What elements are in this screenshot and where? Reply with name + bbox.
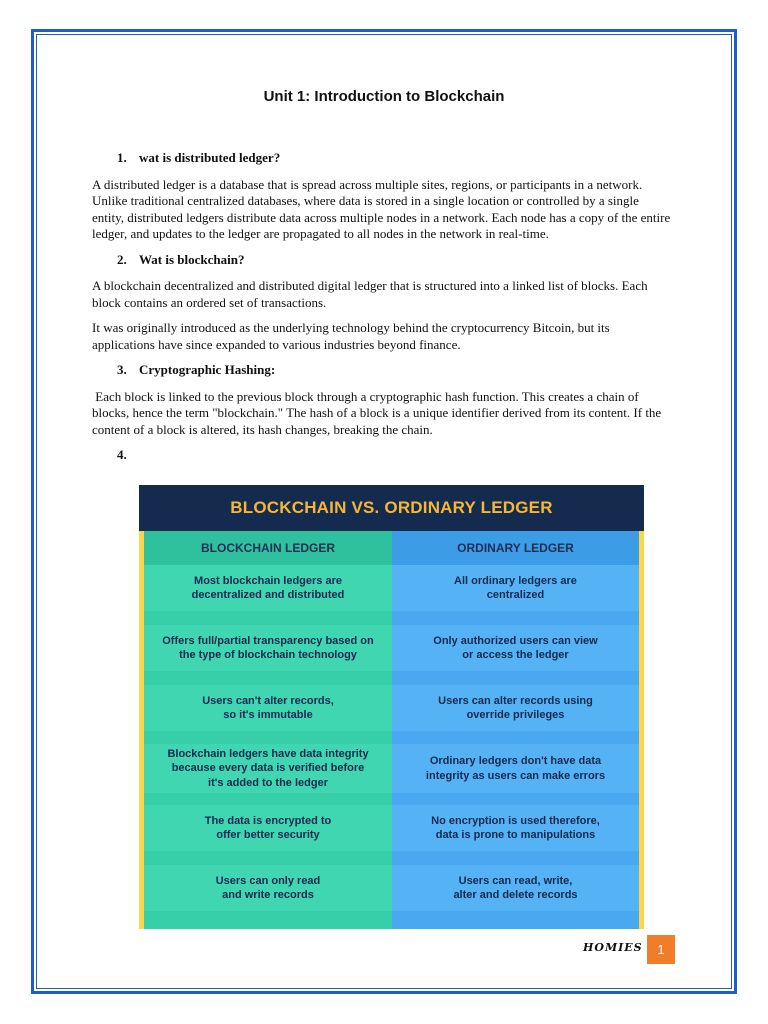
comparison-cell: Only authorized users can view or access the ledger: [392, 625, 639, 671]
column-header: ORDINARY LEDGER: [392, 531, 639, 565]
comparison-cell: Users can't alter records, so it's immutable: [144, 685, 392, 731]
comparison-cell: Users can alter records using override privileges: [392, 685, 639, 731]
section-3: [92, 362, 672, 438]
blockchain-ledger-column: [144, 531, 392, 929]
section-title: Wat is blockchain?: [139, 251, 245, 267]
section-2: [92, 252, 672, 354]
page-number-badge: 1: [647, 935, 675, 964]
comparison-cell: Most blockchain ledgers are decentralized and distributed: [144, 565, 392, 611]
section-title: Cryptographic Hashing:: [139, 362, 276, 377]
document-body: [92, 150, 672, 474]
section-number: 3.: [117, 362, 127, 377]
comparison-cell: No encryption is used therefore, data is prone to manipulations: [392, 805, 639, 851]
comparison-cell: Offers full/partial transparency based on the type of blockchain technology: [144, 625, 392, 671]
column-header: BLOCKCHAIN LEDGER: [144, 531, 392, 565]
section-heading: [117, 447, 672, 464]
comparison-cell: Users can only read and write records: [144, 865, 392, 911]
section-4: [92, 447, 672, 464]
section-number: 4.: [117, 447, 127, 462]
ordinary-ledger-column: [392, 531, 639, 929]
comparison-cell: The data is encrypted to offer better security: [144, 805, 392, 851]
section-heading: [117, 362, 672, 379]
section-1: [92, 150, 672, 243]
comparison-cell: Users can read, write, alter and delete records: [392, 865, 639, 911]
section-heading: [117, 252, 672, 269]
infographic-title: BLOCKCHAIN VS. ORDINARY LEDGER: [139, 485, 644, 531]
comparison-cell: Blockchain ledgers have data integrity because every data is verified before it's added to the ledger: [144, 744, 392, 793]
section-number: 1.: [117, 150, 127, 165]
paragraph: A distributed ledger is a database that is spread across multiple sites, regions, or participants in a network. Unlike traditional centralized databases, where data is stored in a single location or controlled by a single entity, distributed ledgers distribute data across multiple nodes in a network. Each node has a copy of the entire ledger, and updates to the ledger are propagated to all nodes in the network in real-time.: [92, 176, 671, 241]
paragraph: Each block is linked to the previous block through a cryptographic hash function. This creates a chain of blocks, hence the term "blockchain." The hash of a block is a unique identifier derived from its content. If the content of a block is altered, its hash changes, breaking the chain.: [92, 388, 665, 437]
page-title: Unit 1: Introduction to Blockchain: [263, 88, 505, 105]
section-heading: [117, 150, 672, 167]
section-number: 2.: [117, 251, 127, 267]
paragraph: It was originally introduced as the underlying technology behind the cryptocurrency Bitcoin, but its applications have since expanded to various industries beyond finance.: [92, 320, 610, 352]
comparison-cell: All ordinary ledgers are centralized: [392, 565, 639, 611]
section-title: wat is distributed ledger?: [139, 150, 281, 165]
paragraph: A blockchain decentralized and distributed digital ledger that is structured into a linked list of blocks. Each block contains an ordered set of transactions.: [92, 278, 648, 310]
footer-text: HOMIES: [583, 941, 643, 954]
blockchain-vs-ledger-infographic: [139, 485, 644, 929]
comparison-cell: Ordinary ledgers don't have data integrity as users can make errors: [392, 744, 639, 793]
